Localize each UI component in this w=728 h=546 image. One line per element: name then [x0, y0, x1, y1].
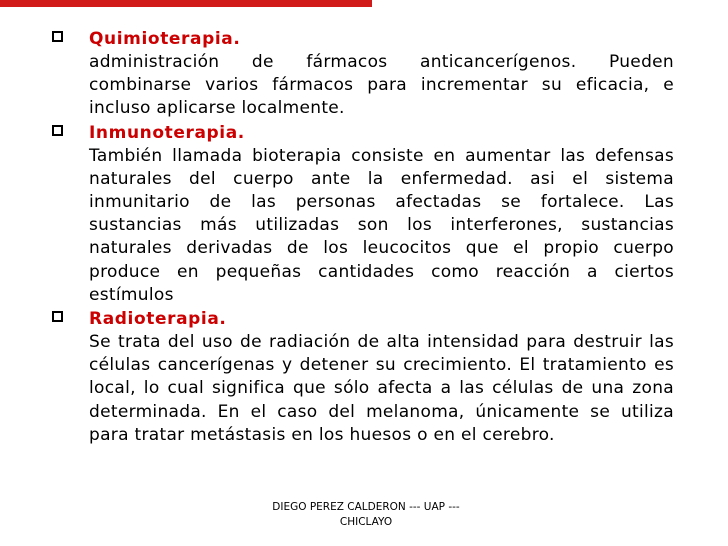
checkbox-bullet-icon — [52, 125, 63, 136]
item-body: También llamada bioterapia consiste en aumentar las defensas naturales del cuerpo ante la enfermedad. asi el sistema inmunitario de las personas afectadas se fortalece. Las sustancias más utilizadas son los interferones, sustancias naturales derivadas de los leucocitos que el propio cuerpo produce en pequeñas cantidades como reacción a ciertos estímulos — [89, 145, 674, 305]
checkbox-bullet-icon — [52, 31, 63, 42]
item-body: administración de fármacos anticancerígenos. Pueden combinarse varios fármacos para incrementar su eficacia, e incluso aplicarse localmente. — [89, 52, 674, 119]
top-accent-bar — [0, 0, 372, 7]
item-body: Se trata del uso de radiación de alta intensidad para destruir las células cancerígenas y detener su crecimiento. El tratamiento es local, lo cual significa que sólo afecta a las células de una zona determinada. En el caso del melanoma, únicamente se utiliza para tratar metástasis en los huesos o en el cerebro. — [89, 332, 674, 445]
slide-footer: DIEGO PEREZ CALDERON --- UAP ---CHICLAYO — [272, 501, 460, 528]
item-title: Quimioterapia. — [89, 29, 241, 49]
item-title: Inmunoterapia. — [89, 122, 245, 143]
checkbox-bullet-icon — [52, 311, 63, 322]
list-item-radioterapia — [52, 307, 674, 447]
list-item-inmunoterapia — [52, 121, 674, 307]
slide-content — [52, 27, 674, 447]
item-title: Radioterapia. — [89, 309, 227, 330]
list-item-quimioterapia — [52, 27, 674, 121]
